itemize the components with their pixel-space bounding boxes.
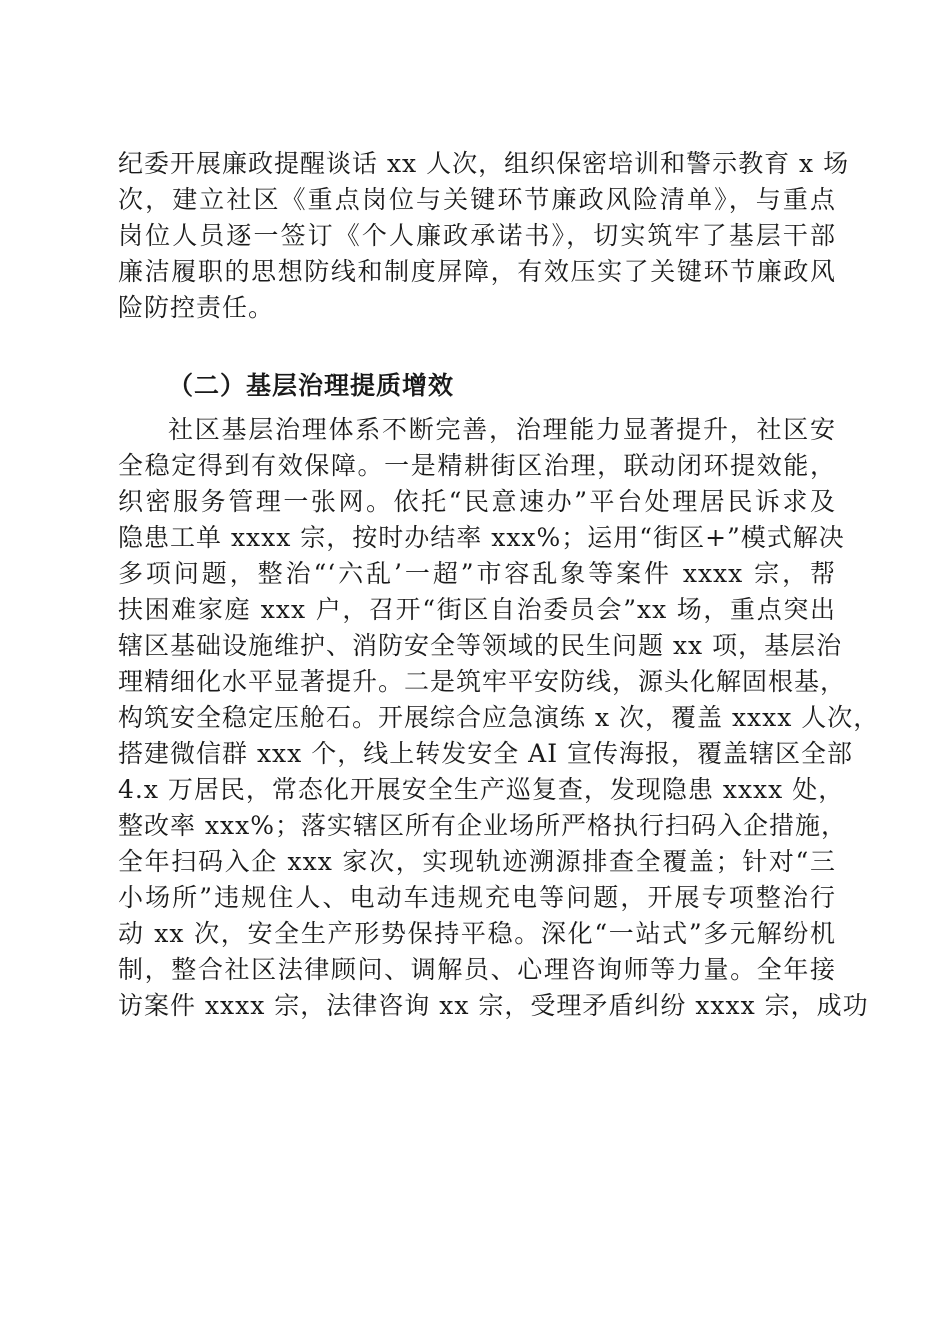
- paragraph-line: 扶困难家庭 xxx 户，召开“街区自治委员会”xx 场，重点突出: [118, 595, 836, 624]
- paragraph-line: 隐患工单 xxxx 宗，按时办结率 xxx%；运用“街区+”模式解决: [118, 523, 845, 552]
- paragraph-line: 织密服务管理一张网。依托“民意速办”平台处理居民诉求及: [118, 487, 836, 516]
- paragraph-1: [118, 146, 850, 326]
- paragraph-line: 动 xx 次，安全生产形势保持平稳。深化“一站式”多元解纷机: [118, 919, 836, 948]
- paragraph-line: 辖区基础设施维护、消防安全等领域的民生问题 xx 项，基层治: [118, 631, 843, 660]
- paragraph-line: 整改率 xxx%；落实辖区所有企业场所严格执行扫码入企措施，: [118, 811, 848, 840]
- section-heading-block: [118, 368, 836, 404]
- paragraph-line: 险防控责任。: [118, 293, 275, 322]
- paragraph-line: 构筑安全稳定压舱石。开展综合应急演练 x 次，覆盖 xxxx 人次，: [118, 703, 880, 732]
- paragraph-2: [118, 412, 880, 1024]
- paragraph-line: 访案件 xxxx 宗，法律咨询 xx 宗，受理矛盾纠纷 xxxx 宗，成功: [118, 991, 869, 1020]
- paragraph-line: 理精细化水平显著提升。二是筑牢平安防线，源头化解固根基，: [118, 667, 847, 696]
- paragraph-line: 搭建微信群 xxx 个，线上转发安全 AI 宣传海报，覆盖辖区全部: [118, 739, 854, 768]
- paragraph-line: 全年扫码入企 xxx 家次，实现轨迹溯源排查全覆盖；针对“三: [118, 847, 836, 876]
- paragraph-line: 廉洁履职的思想防线和制度屏障，有效压实了关键环节廉政风: [118, 257, 836, 286]
- paragraph-line: 4.x 万居民，常态化开展安全生产巡复查，发现隐患 xxxx 处，: [118, 775, 845, 804]
- section-heading: （二）基层治理提质增效: [168, 371, 455, 400]
- paragraph-line: 制，整合社区法律顾问、调解员、心理咨询师等力量。全年接: [118, 955, 836, 984]
- paragraph-line: 社区基层治理体系不断完善，治理能力显著提升，社区安: [168, 415, 836, 444]
- paragraph-line: 岗位人员逐一签订《个人廉政承诺书》，切实筑牢了基层干部: [118, 221, 836, 250]
- paragraph-line: 次，建立社区《重点岗位与关键环节廉政风险清单》，与重点: [118, 185, 836, 214]
- paragraph-line: 小场所”违规住人、电动车违规充电等问题，开展专项整治行: [118, 883, 836, 912]
- paragraph-line: 全稳定得到有效保障。一是精耕街区治理，联动闭环提效能，: [118, 451, 836, 480]
- paragraph-line: 纪委开展廉政提醒谈话 xx 人次，组织保密培训和警示教育 x 场: [118, 149, 850, 178]
- paragraph-line: 多项问题，整治“‘六乱’一超”市容乱象等案件 xxxx 宗，帮: [118, 559, 836, 588]
